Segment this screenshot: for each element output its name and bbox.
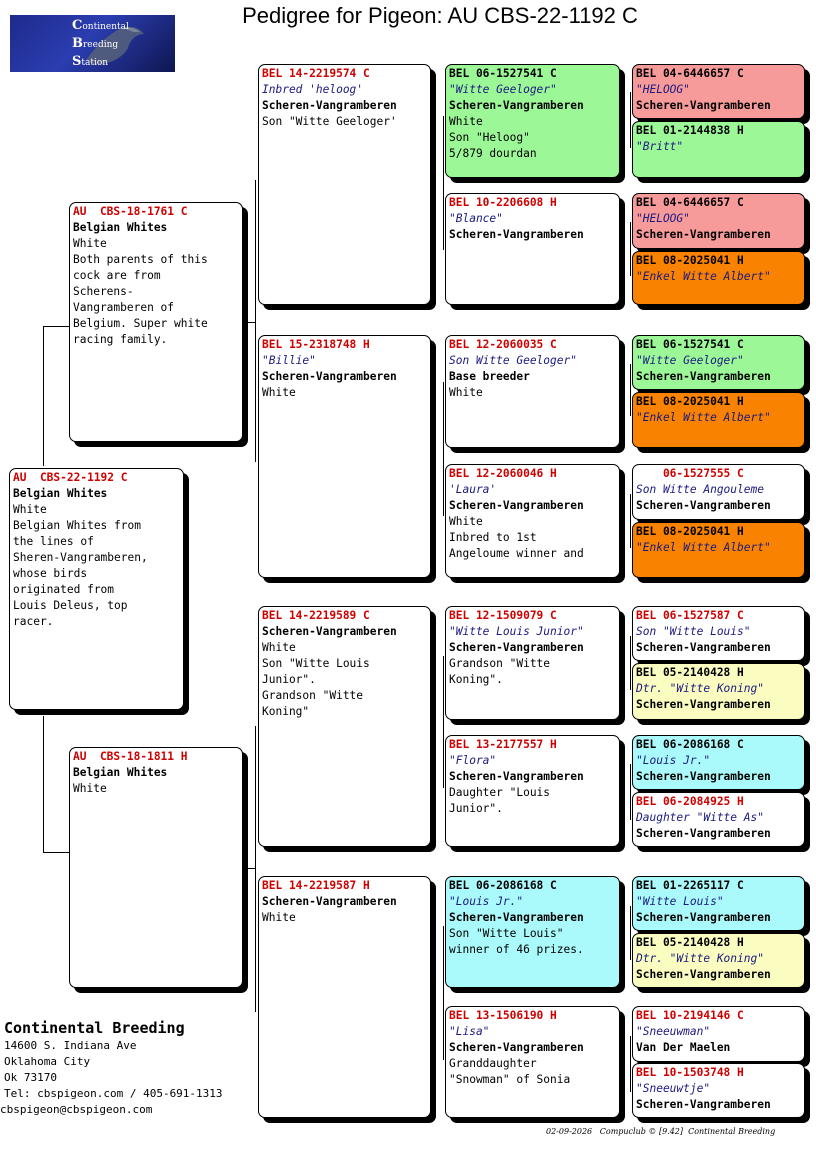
card-line: Scheren-Vangramberen [449, 770, 584, 783]
pigeon-name: Son Witte Geeloger" [449, 354, 577, 367]
pigeon-card-gen5 [632, 663, 805, 720]
connector-line [443, 116, 444, 250]
card-line: Belgian Whites [73, 766, 168, 779]
card-line: "Snowman" of Sonia [449, 1073, 571, 1086]
pigeon-name: Son Witte Angouleme [636, 483, 764, 496]
ring-number: BEL 01-2265117 C [636, 879, 744, 892]
pigeon-card-gen4 [445, 335, 620, 448]
card-line: Scheren-Vangramberen [449, 641, 584, 654]
ring-number: BEL 12-2060035 C [449, 338, 557, 351]
ring-number: BEL 10-2194146 C [636, 1009, 744, 1022]
ring-number: BEL 08-2025041 H [636, 395, 744, 408]
ring-number: BEL 06-1527587 C [636, 609, 744, 622]
card-line: Scheren-Vangramberen [449, 911, 584, 924]
pigeon-card-sire [69, 202, 243, 442]
card-line: White [449, 515, 483, 528]
ring-number: BEL 10-2206608 H [449, 196, 557, 209]
card-line: cock are from [73, 269, 161, 282]
ring-number: BEL 05-2140428 H [636, 666, 744, 679]
ring-number: BEL 14-2219587 H [262, 879, 370, 892]
ring-number: BEL 06-2086168 C [636, 738, 744, 751]
pigeon-card-gen5 [632, 392, 805, 448]
ring-number: BEL 06-2086168 C [449, 879, 557, 892]
pigeon-name: "Flora" [449, 754, 497, 767]
card-line: White [262, 641, 296, 654]
ring-number: AU CBS-18-1761 C [73, 205, 188, 218]
ring-number: BEL 14-2219589 C [262, 609, 370, 622]
pigeon-card-grandsire-paternal [258, 64, 431, 305]
card-line: Scheren-Vangramberen [636, 1098, 771, 1111]
card-line: Grandson "Witte [449, 657, 551, 670]
ring-number: BEL 01-2144838 H [636, 124, 744, 137]
pigeon-card-gen4 [445, 64, 620, 178]
card-line: Scheren-Vangramberen [449, 228, 584, 241]
card-line: winner of 46 prizes. [449, 943, 584, 956]
card-line: Scheren-Vangramberen [262, 99, 397, 112]
pigeon-card-gen5 [632, 335, 805, 390]
ring-number: BEL 04-6446657 C [636, 196, 744, 209]
card-line: Koning" [262, 705, 310, 718]
connector-line [443, 926, 444, 1060]
card-line: Belgian Whites [13, 487, 108, 500]
pigeon-name: "Sneeuwman" [636, 1025, 711, 1038]
ring-number: BEL 15-2318748 H [262, 338, 370, 351]
pigeon-card-gen4 [445, 193, 620, 305]
card-line: Both parents of this [73, 253, 208, 266]
pigeon-name: "Witte Geeloger" [449, 83, 557, 96]
print-stamp: 02-09-2026 Compuclub © [9.42] Continental Breeding [546, 1127, 776, 1136]
card-line: Son "Witte Louis [262, 657, 370, 670]
ring-number: BEL 14-2219574 C [262, 67, 370, 80]
pigeon-name: "Enkel Witte Albert" [636, 270, 771, 283]
pigeon-name: "Blance" [449, 212, 503, 225]
address-line: 14600 S. Indiana Ave [4, 1039, 137, 1052]
card-line: Junior". [449, 802, 503, 815]
card-line: Scheren-Vangramberen [636, 698, 771, 711]
pigeon-card-gen5 [632, 876, 805, 931]
ring-number: BEL 08-2025041 H [636, 525, 744, 538]
pigeon-name: "Witte Louis Junior" [449, 625, 584, 638]
pigeon-name: "Enkel Witte Albert" [636, 541, 771, 554]
ring-number: BEL 10-1503748 H [636, 1066, 744, 1079]
ring-number: BEL 13-1506190 H [449, 1009, 557, 1022]
card-line: Van Der Maelen [636, 1041, 731, 1054]
ring-number: AU CBS-18-1811 H [73, 750, 188, 763]
card-line: Junior". [262, 673, 316, 686]
connector-line [43, 852, 69, 853]
pigeon-card-gen4 [445, 1006, 620, 1118]
ring-number: BEL 08-2025041 H [636, 254, 744, 267]
card-line: racer. [13, 615, 54, 628]
pigeon-card-gen4 [445, 735, 620, 847]
logo [10, 15, 175, 72]
pigeon-name: "HELOOG" [636, 83, 690, 96]
card-line: 5/879 dourdan [449, 147, 537, 160]
email-line: cbspigeon@cbspigeon.com [0, 1103, 153, 1116]
card-line: White [262, 911, 296, 924]
pigeon-card-granddam-maternal [258, 876, 431, 1118]
connector-line [630, 494, 631, 548]
pigeon-card-subject [9, 468, 184, 710]
ring-number: BEL 06-2084925 H [636, 795, 744, 808]
ring-number: BEL 06-1527541 C [449, 67, 557, 80]
card-line: Vangramberen of [73, 301, 175, 314]
pigeon-name: Daughter "Witte As" [636, 811, 764, 824]
logo-line-2: Breeding [72, 36, 119, 51]
breeder-name: Continental Breeding [4, 1019, 185, 1037]
connector-line [43, 326, 44, 466]
card-line: Grandson "Witte [262, 689, 364, 702]
page-title: Pedigree for Pigeon: AU CBS-22-1192 C [242, 3, 638, 28]
pigeon-card-gen4 [445, 876, 620, 988]
pigeon-card-gen4 [445, 464, 620, 578]
card-line: originated from [13, 583, 115, 596]
logo-line-1: Continental [72, 18, 129, 33]
card-line: Scheren-Vangramberen [449, 499, 584, 512]
card-line: Louis Deleus, top [13, 599, 128, 612]
pigeon-name: "Louis Jr." [636, 754, 711, 767]
pigeon-card-gen5 [632, 606, 805, 661]
connector-line [630, 906, 631, 960]
pigeon-card-granddam-paternal [258, 335, 431, 578]
pigeon-name: "Louis Jr." [449, 895, 524, 908]
pigeon-card-gen5 [632, 64, 805, 119]
pigeon-card-dam [69, 747, 243, 988]
card-line: White [449, 115, 483, 128]
card-line: Inbred to 1st [449, 531, 537, 544]
pigeon-card-gen5 [632, 792, 805, 847]
pigeon-card-gen5 [632, 464, 805, 520]
pigeon-card-gen5 [632, 522, 805, 578]
pigeon-name: "Billie" [262, 354, 316, 367]
card-line: Son "Heloog" [449, 131, 530, 144]
pigeon-name: Dtr. "Witte Koning" [636, 682, 764, 695]
connector-line [443, 656, 444, 788]
card-line: White [73, 237, 107, 250]
breeder-contact [0, 1018, 223, 1118]
pigeon-card-gen5 [632, 251, 805, 305]
ring-number: 06-1527555 C [636, 467, 744, 480]
phone-line: Tel: cbspigeon.com / 405-691-1313 [4, 1087, 223, 1100]
card-line: White [262, 386, 296, 399]
connector-line [630, 1036, 631, 1092]
connector-line [630, 636, 631, 690]
connector-line [443, 382, 444, 516]
card-line: Belgium. Super white [73, 317, 208, 330]
pigeon-card-gen5 [632, 1063, 805, 1118]
connector-line [630, 764, 631, 820]
card-line: Scheren-Vangramberen [636, 827, 771, 840]
ring-number: BEL 13-2177557 H [449, 738, 557, 751]
pigeon-card-grandsire-maternal [258, 606, 431, 847]
pigeon-name: "Sneeuwtje" [636, 1082, 711, 1095]
pigeon-card-gen4 [445, 606, 620, 720]
card-line: Scheren-Vangramberen [636, 370, 771, 383]
pigeon-name: "Britt" [636, 140, 684, 153]
pigeon-name: Son "Witte Louis" [636, 625, 751, 638]
card-line: Scheren-Vangramberen [262, 370, 397, 383]
pigeon-name: 'Laura' [449, 483, 497, 496]
card-line: Scheren-Vangramberen [262, 625, 397, 638]
ring-number: BEL 12-1509079 C [449, 609, 557, 622]
card-line: Scheren-Vangramberen [636, 228, 771, 241]
card-line: Daughter "Louis [449, 786, 551, 799]
connector-line [43, 326, 69, 327]
card-line: Sheren-Vangramberen, [13, 551, 148, 564]
card-line: whose birds [13, 567, 88, 580]
card-line: Scheren-Vangramberen [636, 911, 771, 924]
card-line: Scheren-Vangramberen [262, 895, 397, 908]
connector-line [630, 92, 631, 148]
ring-number: AU CBS-22-1192 C [13, 471, 128, 484]
card-line: Koning". [449, 673, 503, 686]
pigeon-name: "Lisa" [449, 1025, 490, 1038]
connector-line [255, 180, 256, 462]
card-line: the lines of [13, 535, 94, 548]
card-line: White [13, 503, 47, 516]
card-line: White [449, 386, 483, 399]
card-line: Scherens- [73, 285, 134, 298]
ring-number: BEL 04-6446657 C [636, 67, 744, 80]
card-line: Son "Witte Louis" [449, 927, 564, 940]
card-line: Granddaughter [449, 1057, 537, 1070]
pigeon-name: Dtr. "Witte Koning" [636, 952, 764, 965]
card-line: racing family. [73, 333, 168, 346]
card-line: Scheren-Vangramberen [636, 641, 771, 654]
connector-line [255, 726, 256, 1012]
ring-number: BEL 12-2060046 H [449, 467, 557, 480]
connector-line [246, 868, 256, 869]
connector-line [246, 322, 256, 323]
connector-line [630, 222, 631, 276]
pigeon-card-gen5 [632, 933, 805, 988]
pigeon-name: "Enkel Witte Albert" [636, 411, 771, 424]
address-line: Ok 73170 [4, 1071, 57, 1084]
pigeon-card-gen5 [632, 121, 805, 178]
pigeon-card-gen5 [632, 193, 805, 249]
ring-number: BEL 06-1527541 C [636, 338, 744, 351]
card-line: Scheren-Vangramberen [449, 1041, 584, 1054]
pigeon-name: Inbred 'heloog' [262, 83, 364, 96]
card-line: Son "Witte Geeloger' [262, 115, 397, 128]
pigeon-card-gen5 [632, 735, 805, 790]
card-line: White [73, 782, 107, 795]
connector-line [43, 716, 44, 852]
card-line: Belgian Whites [73, 221, 168, 234]
pigeon-name: "HELOOG" [636, 212, 690, 225]
pigeon-card-gen5 [632, 1006, 805, 1062]
ring-number: BEL 05-2140428 H [636, 936, 744, 949]
pigeon-name: "Witte Louis" [636, 895, 724, 908]
card-line: Scheren-Vangramberen [636, 499, 771, 512]
pigeon-name: "Witte Geeloger" [636, 354, 744, 367]
card-line: Angeloume winner and [449, 547, 584, 560]
card-line: Belgian Whites from [13, 519, 141, 532]
card-line: Scheren-Vangramberen [636, 968, 771, 981]
card-line: Base breeder [449, 370, 530, 383]
address-line: Oklahoma City [4, 1055, 91, 1068]
card-line: Scheren-Vangramberen [636, 770, 771, 783]
logo-line-3: Station [72, 54, 109, 69]
card-line: Scheren-Vangramberen [449, 99, 584, 112]
card-line: Scheren-Vangramberen [636, 99, 771, 112]
connector-line [630, 364, 631, 416]
